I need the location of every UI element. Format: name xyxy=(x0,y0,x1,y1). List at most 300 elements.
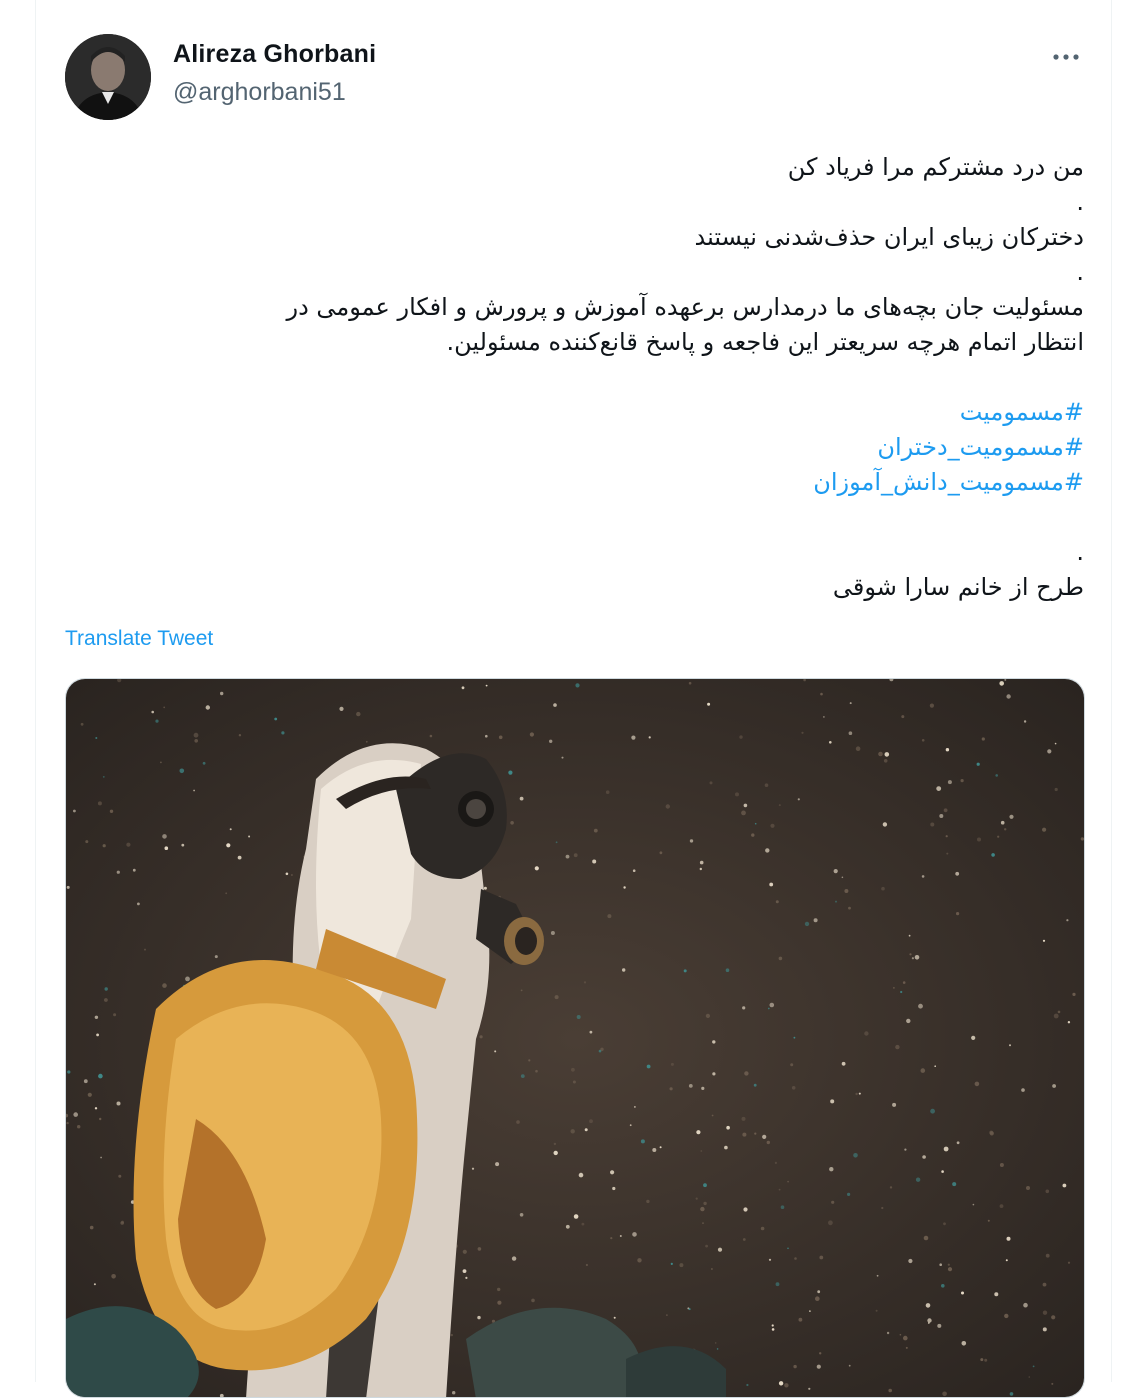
speckle xyxy=(472,1168,474,1170)
speckle xyxy=(160,762,162,764)
speckle xyxy=(535,1070,538,1073)
speckle xyxy=(117,871,120,874)
speckle xyxy=(1068,1021,1070,1023)
speckle xyxy=(1043,940,1045,942)
speckle xyxy=(850,702,852,704)
speckle xyxy=(943,1222,946,1225)
speckle xyxy=(761,1227,765,1231)
speckle xyxy=(808,1388,810,1390)
speckle xyxy=(977,763,980,766)
speckle xyxy=(916,1178,920,1182)
speckle xyxy=(881,1207,883,1209)
speckle xyxy=(779,804,781,806)
speckle xyxy=(133,869,136,872)
speckle xyxy=(1046,1254,1050,1258)
speckle xyxy=(162,983,167,988)
tweet-text xyxy=(116,150,1084,605)
speckle xyxy=(81,723,84,726)
speckle xyxy=(743,1207,747,1211)
speckle xyxy=(113,1013,116,1016)
speckle xyxy=(814,918,818,922)
speckle xyxy=(589,1119,593,1123)
speckle xyxy=(944,1147,949,1152)
speckle xyxy=(924,1236,929,1241)
speckle xyxy=(918,1004,923,1009)
speckle xyxy=(220,1394,224,1398)
tweet-line: من درد مشترکم مرا فریاد کن xyxy=(116,150,1084,185)
speckle xyxy=(606,790,610,794)
speckle xyxy=(1001,821,1005,825)
speckle xyxy=(1072,993,1075,996)
speckle xyxy=(906,1019,910,1023)
speckle xyxy=(1006,694,1010,698)
speckle xyxy=(912,957,914,959)
speckle xyxy=(726,968,730,972)
speckle xyxy=(712,1072,715,1075)
speckle xyxy=(849,1365,851,1367)
speckle xyxy=(660,1146,662,1148)
speckle xyxy=(180,769,185,774)
speckle xyxy=(904,1149,906,1151)
speckle xyxy=(181,844,184,847)
speckle xyxy=(1052,1084,1056,1088)
speckle xyxy=(98,1074,103,1079)
speckle xyxy=(922,739,925,742)
speckle xyxy=(952,1182,956,1186)
speckle xyxy=(770,1003,775,1008)
speckle xyxy=(1051,1383,1053,1385)
speckle xyxy=(903,1336,908,1341)
more-horizontal-icon xyxy=(1046,44,1086,70)
speckle xyxy=(980,1358,983,1361)
speckle xyxy=(829,741,832,744)
speckle xyxy=(666,804,670,808)
speckle xyxy=(1004,1314,1008,1318)
speckle xyxy=(689,1084,693,1088)
speckle xyxy=(465,1277,467,1279)
tweet-line: مسئولیت جان بچه‌های ما درمدارس برعهده آموزش و پرورش و افکار عمومی در xyxy=(116,290,1084,325)
speckle xyxy=(610,1237,612,1239)
speckle xyxy=(961,1292,964,1295)
speckle xyxy=(991,853,995,857)
speckle xyxy=(553,703,557,707)
speckle xyxy=(944,808,948,812)
speckle xyxy=(794,1037,796,1039)
speckle xyxy=(984,1359,987,1362)
speckle xyxy=(584,981,586,983)
speckle xyxy=(631,736,635,740)
speckle xyxy=(1058,1011,1061,1014)
speckle xyxy=(607,914,611,918)
speckle xyxy=(163,707,165,709)
speckle xyxy=(203,762,206,765)
speckle xyxy=(1066,919,1068,921)
speckle xyxy=(73,1112,78,1117)
speckle xyxy=(630,1124,632,1126)
speckle xyxy=(238,856,242,860)
speckle xyxy=(927,1318,931,1322)
speckle xyxy=(775,1162,777,1164)
hashtag-link[interactable]: #مسمومیت xyxy=(116,395,1084,430)
speckle xyxy=(710,781,713,784)
speckle xyxy=(497,1301,501,1305)
tweet-separator: . xyxy=(116,185,1084,220)
speckle xyxy=(671,1263,673,1265)
speckle xyxy=(878,752,883,757)
speckle xyxy=(705,1245,708,1248)
speckle xyxy=(556,841,558,843)
avatar[interactable] xyxy=(65,34,151,120)
speckle xyxy=(554,1151,558,1155)
artwork-illustration xyxy=(66,679,1085,1398)
speckle xyxy=(111,1274,116,1279)
speckle xyxy=(579,1173,584,1178)
speckle xyxy=(842,1062,846,1066)
speckle xyxy=(819,1256,823,1260)
speckle xyxy=(646,1200,649,1203)
speckle xyxy=(930,704,934,708)
speckle xyxy=(859,1093,861,1095)
speckle xyxy=(948,1267,952,1271)
speckle xyxy=(356,712,360,716)
speckle xyxy=(499,736,503,740)
tweet-line: انتظار اتمام هرچه سریعتر این فاجعه و پاسخ قانع‌کننده مسئولین. xyxy=(116,325,1084,360)
speckle xyxy=(614,1317,616,1319)
speckle xyxy=(762,1135,766,1139)
speckle xyxy=(900,1334,902,1336)
speckle xyxy=(95,737,97,739)
speckle xyxy=(555,995,559,999)
speckle xyxy=(819,1352,821,1354)
speckle xyxy=(883,822,887,826)
speckle xyxy=(623,886,625,888)
speckle xyxy=(739,735,742,738)
speckle xyxy=(948,780,952,784)
speckle xyxy=(877,1275,879,1277)
speckle xyxy=(573,1081,576,1084)
speckle xyxy=(1021,1088,1025,1092)
speckle xyxy=(551,931,555,935)
speckle xyxy=(848,907,851,910)
speckle xyxy=(1046,1190,1050,1194)
speckle xyxy=(462,686,465,689)
speckle xyxy=(754,1084,757,1087)
speckle xyxy=(805,922,809,926)
speckle xyxy=(817,1290,820,1293)
speckle xyxy=(226,843,230,847)
speckle xyxy=(77,1125,80,1128)
speckle xyxy=(194,739,198,743)
speckle xyxy=(893,987,895,989)
speckle xyxy=(1042,828,1046,832)
speckle xyxy=(900,991,902,993)
speckle xyxy=(942,1392,947,1397)
speckle xyxy=(452,1391,455,1394)
author-display-name[interactable]: Alireza Ghorbani xyxy=(173,40,376,69)
speckle xyxy=(930,823,934,827)
speckle xyxy=(1055,788,1058,791)
speckle xyxy=(151,711,154,714)
speckle xyxy=(510,821,514,825)
speckle xyxy=(769,1259,771,1261)
speckle xyxy=(430,735,433,738)
speckle xyxy=(765,783,769,787)
speckle xyxy=(703,1183,707,1187)
tweet-card xyxy=(35,0,1112,1382)
speckle xyxy=(909,935,911,937)
speckle xyxy=(707,703,710,706)
speckle xyxy=(126,843,130,847)
speckle xyxy=(903,981,906,984)
speckle xyxy=(117,1102,121,1106)
speckle xyxy=(104,998,108,1002)
speckle xyxy=(776,900,779,903)
speckle xyxy=(755,823,757,825)
speckle xyxy=(831,1201,834,1204)
speckle xyxy=(521,990,523,992)
speckle xyxy=(486,685,488,687)
speckle xyxy=(549,740,552,743)
speckle xyxy=(215,955,218,958)
speckle xyxy=(1043,1283,1047,1287)
speckle xyxy=(566,855,570,859)
speckle xyxy=(530,732,534,736)
speckle xyxy=(703,1202,706,1205)
author-handle[interactable]: @arghorbani51 xyxy=(173,78,346,107)
speckle xyxy=(105,987,108,990)
speckle xyxy=(206,705,210,709)
speckle xyxy=(784,1383,788,1387)
speckle xyxy=(339,707,343,711)
speckle xyxy=(1026,1186,1030,1190)
speckle xyxy=(660,851,663,854)
speckle xyxy=(571,1068,575,1072)
speckle xyxy=(817,1365,821,1369)
speckle xyxy=(165,846,169,850)
speckle xyxy=(67,1070,70,1073)
speckle xyxy=(1054,1014,1059,1019)
speckle xyxy=(632,1232,637,1237)
speckle xyxy=(612,1187,615,1190)
speckle xyxy=(1033,1366,1035,1368)
speckle xyxy=(96,1034,99,1037)
speckle xyxy=(516,1120,520,1124)
speckle xyxy=(712,1115,714,1117)
speckle xyxy=(1081,837,1084,840)
speckle xyxy=(711,1268,713,1270)
speckle xyxy=(1023,1303,1028,1308)
speckle xyxy=(988,1220,990,1222)
speckle xyxy=(835,901,837,903)
speckle xyxy=(574,853,578,857)
speckle xyxy=(99,1118,101,1120)
speckle xyxy=(930,1109,935,1114)
speckle xyxy=(772,1328,775,1331)
speckle xyxy=(98,801,102,805)
speckle xyxy=(948,1264,950,1266)
speckle xyxy=(779,957,783,961)
tweet-credit: طرح از خانم سارا شوقی xyxy=(116,570,1084,605)
speckle xyxy=(776,1282,780,1286)
speckle xyxy=(829,1167,833,1171)
hashtag-link[interactable]: #مسمومیت_دختران xyxy=(116,430,1084,465)
speckle xyxy=(366,741,368,743)
speckle xyxy=(700,868,702,870)
speckle xyxy=(715,1342,717,1344)
speckle xyxy=(941,1284,945,1288)
speckle xyxy=(768,1008,770,1010)
speckle xyxy=(787,1248,789,1250)
speckle xyxy=(830,1099,834,1103)
speckle xyxy=(890,1186,892,1188)
speckle xyxy=(633,869,636,872)
speckle xyxy=(794,1257,797,1260)
speckle xyxy=(801,732,803,734)
speckle xyxy=(484,887,487,890)
speckle xyxy=(118,1175,121,1178)
speckle xyxy=(939,1263,942,1266)
speckle xyxy=(971,1036,975,1040)
speckle xyxy=(520,1213,524,1217)
speckle xyxy=(582,1223,585,1226)
translate-tweet-link[interactable]: Translate Tweet xyxy=(65,627,213,651)
speckle xyxy=(671,1063,674,1066)
speckle xyxy=(66,1122,68,1124)
speckle xyxy=(743,1238,746,1241)
speckle xyxy=(100,1157,102,1159)
speckle xyxy=(956,912,959,915)
speckle xyxy=(512,1256,516,1260)
speckle xyxy=(508,771,512,775)
speckle xyxy=(649,736,651,738)
speckle xyxy=(531,1299,535,1303)
speckle xyxy=(781,1205,785,1209)
hashtag-link[interactable]: #مسمومیت_دانش_آموزان xyxy=(116,465,1084,500)
speckle xyxy=(995,774,998,777)
speckle xyxy=(88,1093,92,1097)
speckle xyxy=(726,1126,730,1130)
speckle xyxy=(724,1146,728,1150)
speckle xyxy=(928,1322,930,1324)
speckle xyxy=(684,969,687,972)
speckle xyxy=(463,1250,467,1254)
speckle xyxy=(194,733,199,738)
speckle xyxy=(834,869,838,873)
speckle xyxy=(239,734,241,736)
speckle xyxy=(230,828,232,830)
speckle xyxy=(571,1129,575,1133)
speckle xyxy=(946,835,948,837)
speckle xyxy=(718,1248,722,1252)
speckle xyxy=(842,877,844,879)
tweet-spacer xyxy=(116,500,1084,535)
speckle xyxy=(744,804,748,808)
speckle xyxy=(772,1324,774,1326)
speckle xyxy=(528,1059,530,1061)
speckle xyxy=(855,1093,857,1095)
speckle xyxy=(990,1131,994,1135)
speckle xyxy=(634,1106,636,1108)
speckle xyxy=(975,1082,980,1087)
speckle xyxy=(679,1263,683,1267)
speckle xyxy=(137,903,140,906)
speckle xyxy=(577,1015,581,1019)
speckle xyxy=(1024,720,1026,722)
speckle xyxy=(844,889,848,893)
speckle xyxy=(717,1348,719,1350)
speckle xyxy=(946,853,948,855)
speckle xyxy=(225,892,227,894)
speckle xyxy=(815,1296,820,1301)
speckle xyxy=(799,1318,803,1322)
speckle xyxy=(700,861,704,865)
speckle xyxy=(828,1220,833,1225)
speckle xyxy=(982,737,985,740)
speckle xyxy=(94,1283,96,1285)
more-options-button[interactable] xyxy=(1046,44,1086,70)
speckle xyxy=(849,731,853,735)
speckle xyxy=(144,949,146,951)
speckle xyxy=(1043,1311,1047,1315)
speckle xyxy=(67,886,70,889)
tweet-separator: . xyxy=(116,535,1084,570)
speckle xyxy=(590,1031,593,1034)
speckle xyxy=(895,1045,899,1049)
speckle xyxy=(922,875,925,878)
speckle xyxy=(888,1389,892,1393)
speckle xyxy=(622,968,625,971)
speckle xyxy=(751,833,754,836)
speckle xyxy=(701,1087,704,1090)
speckle xyxy=(575,683,579,687)
speckle xyxy=(73,810,76,813)
speckle xyxy=(585,1128,588,1131)
speckle xyxy=(936,786,941,791)
speckle xyxy=(281,731,284,734)
speckle xyxy=(666,1314,668,1316)
speckle xyxy=(798,798,800,800)
speckle xyxy=(90,1226,94,1230)
speckle xyxy=(478,1247,482,1251)
speckle xyxy=(69,682,72,685)
speckle xyxy=(765,848,769,852)
speckle xyxy=(906,1347,908,1349)
speckle xyxy=(926,1303,931,1308)
speckle xyxy=(521,1074,525,1078)
speckle xyxy=(451,1334,453,1336)
speckle xyxy=(274,718,277,721)
speckle xyxy=(494,1050,496,1052)
speckle xyxy=(1043,1327,1047,1331)
speckle xyxy=(823,716,825,718)
speckle xyxy=(696,1198,698,1200)
speckle xyxy=(554,1143,556,1145)
speckle xyxy=(520,797,524,801)
speckle xyxy=(997,836,999,838)
speckle xyxy=(915,955,920,960)
speckle xyxy=(1063,1184,1067,1188)
speckle xyxy=(742,1006,745,1009)
speckle xyxy=(220,692,223,695)
speckle xyxy=(696,1130,700,1134)
tweet-media-image[interactable] xyxy=(65,678,1085,1398)
speckle xyxy=(706,1014,710,1018)
speckle xyxy=(485,735,488,738)
speckle xyxy=(700,1150,702,1152)
speckle xyxy=(792,1086,796,1090)
speckle xyxy=(937,1324,941,1328)
speckle xyxy=(957,1141,960,1144)
